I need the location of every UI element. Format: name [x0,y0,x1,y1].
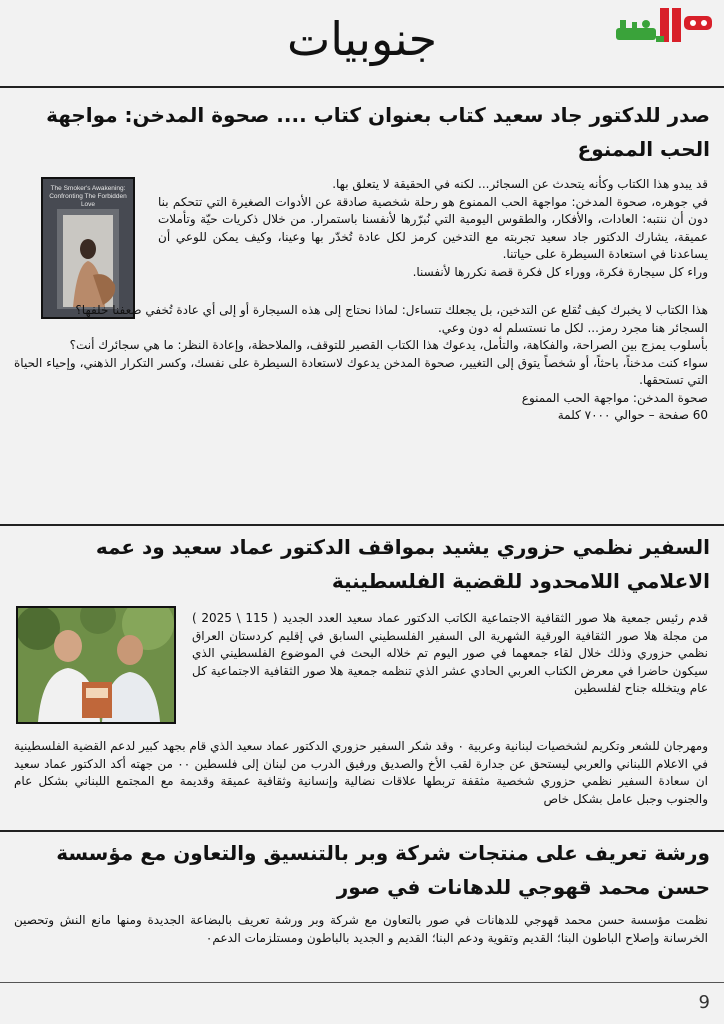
section-title: جنوبيات [286,12,438,66]
magazine-logo [610,6,716,52]
article-book-release [0,88,724,524]
book-cover-image [41,177,135,319]
article-ambassador [0,526,724,830]
footer-rule [0,982,724,983]
page-number: 9 [698,992,710,1013]
paragraph: ومهرجان للشعر وتكريم لشخصيات لبنانية وعربية ٠ وقد شكر السفير حزوري الدكتور عماد سعيد الذي قام بجهد كبير لدعم القضية الفلسطينية في الاعلام اللبناني والعربي ليستحق عن جدارة لقب الأخ والصديق ورفيق الدرب من لبنان إلى فلسطين ٠٠ من جهته أكد الدكتور عماد سعيد ان سعادة السفير نظمي حزوري شخصية مثقفة تربطها علاقات نضالية وإنسانية وثقافية عميقة وقديمة مع المجتمع اللبناني بشكل عام والجنوب وجبل عامل بشكل خاص [14,739,708,806]
article-headline: ورشة تعريف على منتجات شركة وبر بالتنسيق والتعاون مع مؤسسة حسن محمد قهوجي للدهانات في صور [56,841,710,899]
paragraph: وراء كل سيجارة فكرة، ووراء كل فكرة قصة نكررها لأنفسنا. [412,264,708,279]
article-headline: السفير نظمي حزوري يشيد بمواقف الدكتور عماد سعيد ود عمه الاعلامي اللامحدود للقضية الفلسطينية [95,535,710,593]
paragraph: صحوة المدخن: مواجهة الحب الممنوع [521,390,708,405]
paragraph: سواء كنت مدخناً، باحثاً، أو شخصاً يتوق إلى التغيير، صحوة المدخن يدعوك لاستعادة السيطرة على نفسك، وكسر التكرار الذهني، وإحياء الحياة التي تستحقها. [14,355,708,387]
paragraph: قدم رئيس جمعية هلا صور الثقافية الاجتماعية الكاتب الدكتور عماد سعيد العدد الجديد ( 115 \ 2025 ) من مجلة هلا صور الثقافية الورقية الشهرية الى السفير الفلسطيني السابق في إقليم كردستان العراق نظمي حزوري وذلك خلال لقاء جمعهما في صور اليوم تم خلاله البحث في الموضوع الفلسطيني الذي سيكون حاضرا في معرض الكتاب العربي الحادي عشر الذي تنظمه جمعية هلا صور الثقافية الاجتماعية كل عام ويتخلله جناح لفلسطين [192,611,709,695]
paragraph: قد يبدو هذا الكتاب وكأنه يتحدث عن السجائر... لكنه في الحقيقة لا يتعلق بها. [332,177,708,191]
article-body [192,610,708,698]
article-body [14,912,708,947]
paragraph: 60 صفحة – حوالي ٧٠٠٠ كلمة [557,408,708,422]
paragraph: هذا الكتاب لا يخبرك كيف تُقلع عن التدخين، بل يجعلك تتساءل: لماذا نحتاج إلى هذه السيجارة أو إلى أي عادة تُخفي ضعفنا خلفها؟ [75,303,708,317]
page-header [0,0,724,86]
meeting-photo-art [18,608,174,722]
article-body-continued [14,302,708,425]
paragraph: السجائر هنا مجرد رمز... لكل ما نستسلم له دون وعي. [437,320,708,335]
paragraph: في جوهره، صحوة المدخن: مواجهة الحب الممنوع هو رحلة شخصية صادقة عن الأدوات الصغيرة التي تتحكم بنا دون أن ننتبه: العادات، والأفكار، والطقوس اليومية التي نُبرّرها لأنفسنا باستمرار. من خلال ذكريات حيّة وتأملات عميقة، يشارك الدكتور جاد سعيد تجربته مع التدخين كرمز لكل عادة تُخدّر بها وعينا، وكيف يمكن للوعي أن يساعدنا في استعادة السيطرة على حياتنا. [158,194,708,261]
meeting-photo [16,606,176,724]
article-body [158,176,708,281]
book-cover-title: The Smoker's Awakening: Confronting The Forbidden Love [49,185,127,208]
paragraph: نظمت مؤسسة حسن محمد قهوجي للدهانات في صور بالتعاون مع شركة وبر ورشة تعريف بالبضاعة الجديدة ومنها مانع النش وتحصين الخرسانة وإصلاح الباطون البنا؛ القديم وتقوية ودعم البنا؛ القديم و الجديد بالباطون ومستلزمات الدعم٠ [14,913,708,945]
paragraph: بأسلوب يمزج بين الصراحة، والفكاهة، والتأمل، يدعوك هذا الكتاب القصير للتوقف، والملاحظة، وإعادة النظر: ما هي سجائرك أنت؟ [69,338,708,352]
article-workshop [0,832,724,980]
article-headline: صدر للدكتور جاد سعيد كتاب بعنوان كتاب .... صحوة المدخن: مواجهة الحب الممنوع [46,103,710,161]
article-body-continued [14,738,708,808]
